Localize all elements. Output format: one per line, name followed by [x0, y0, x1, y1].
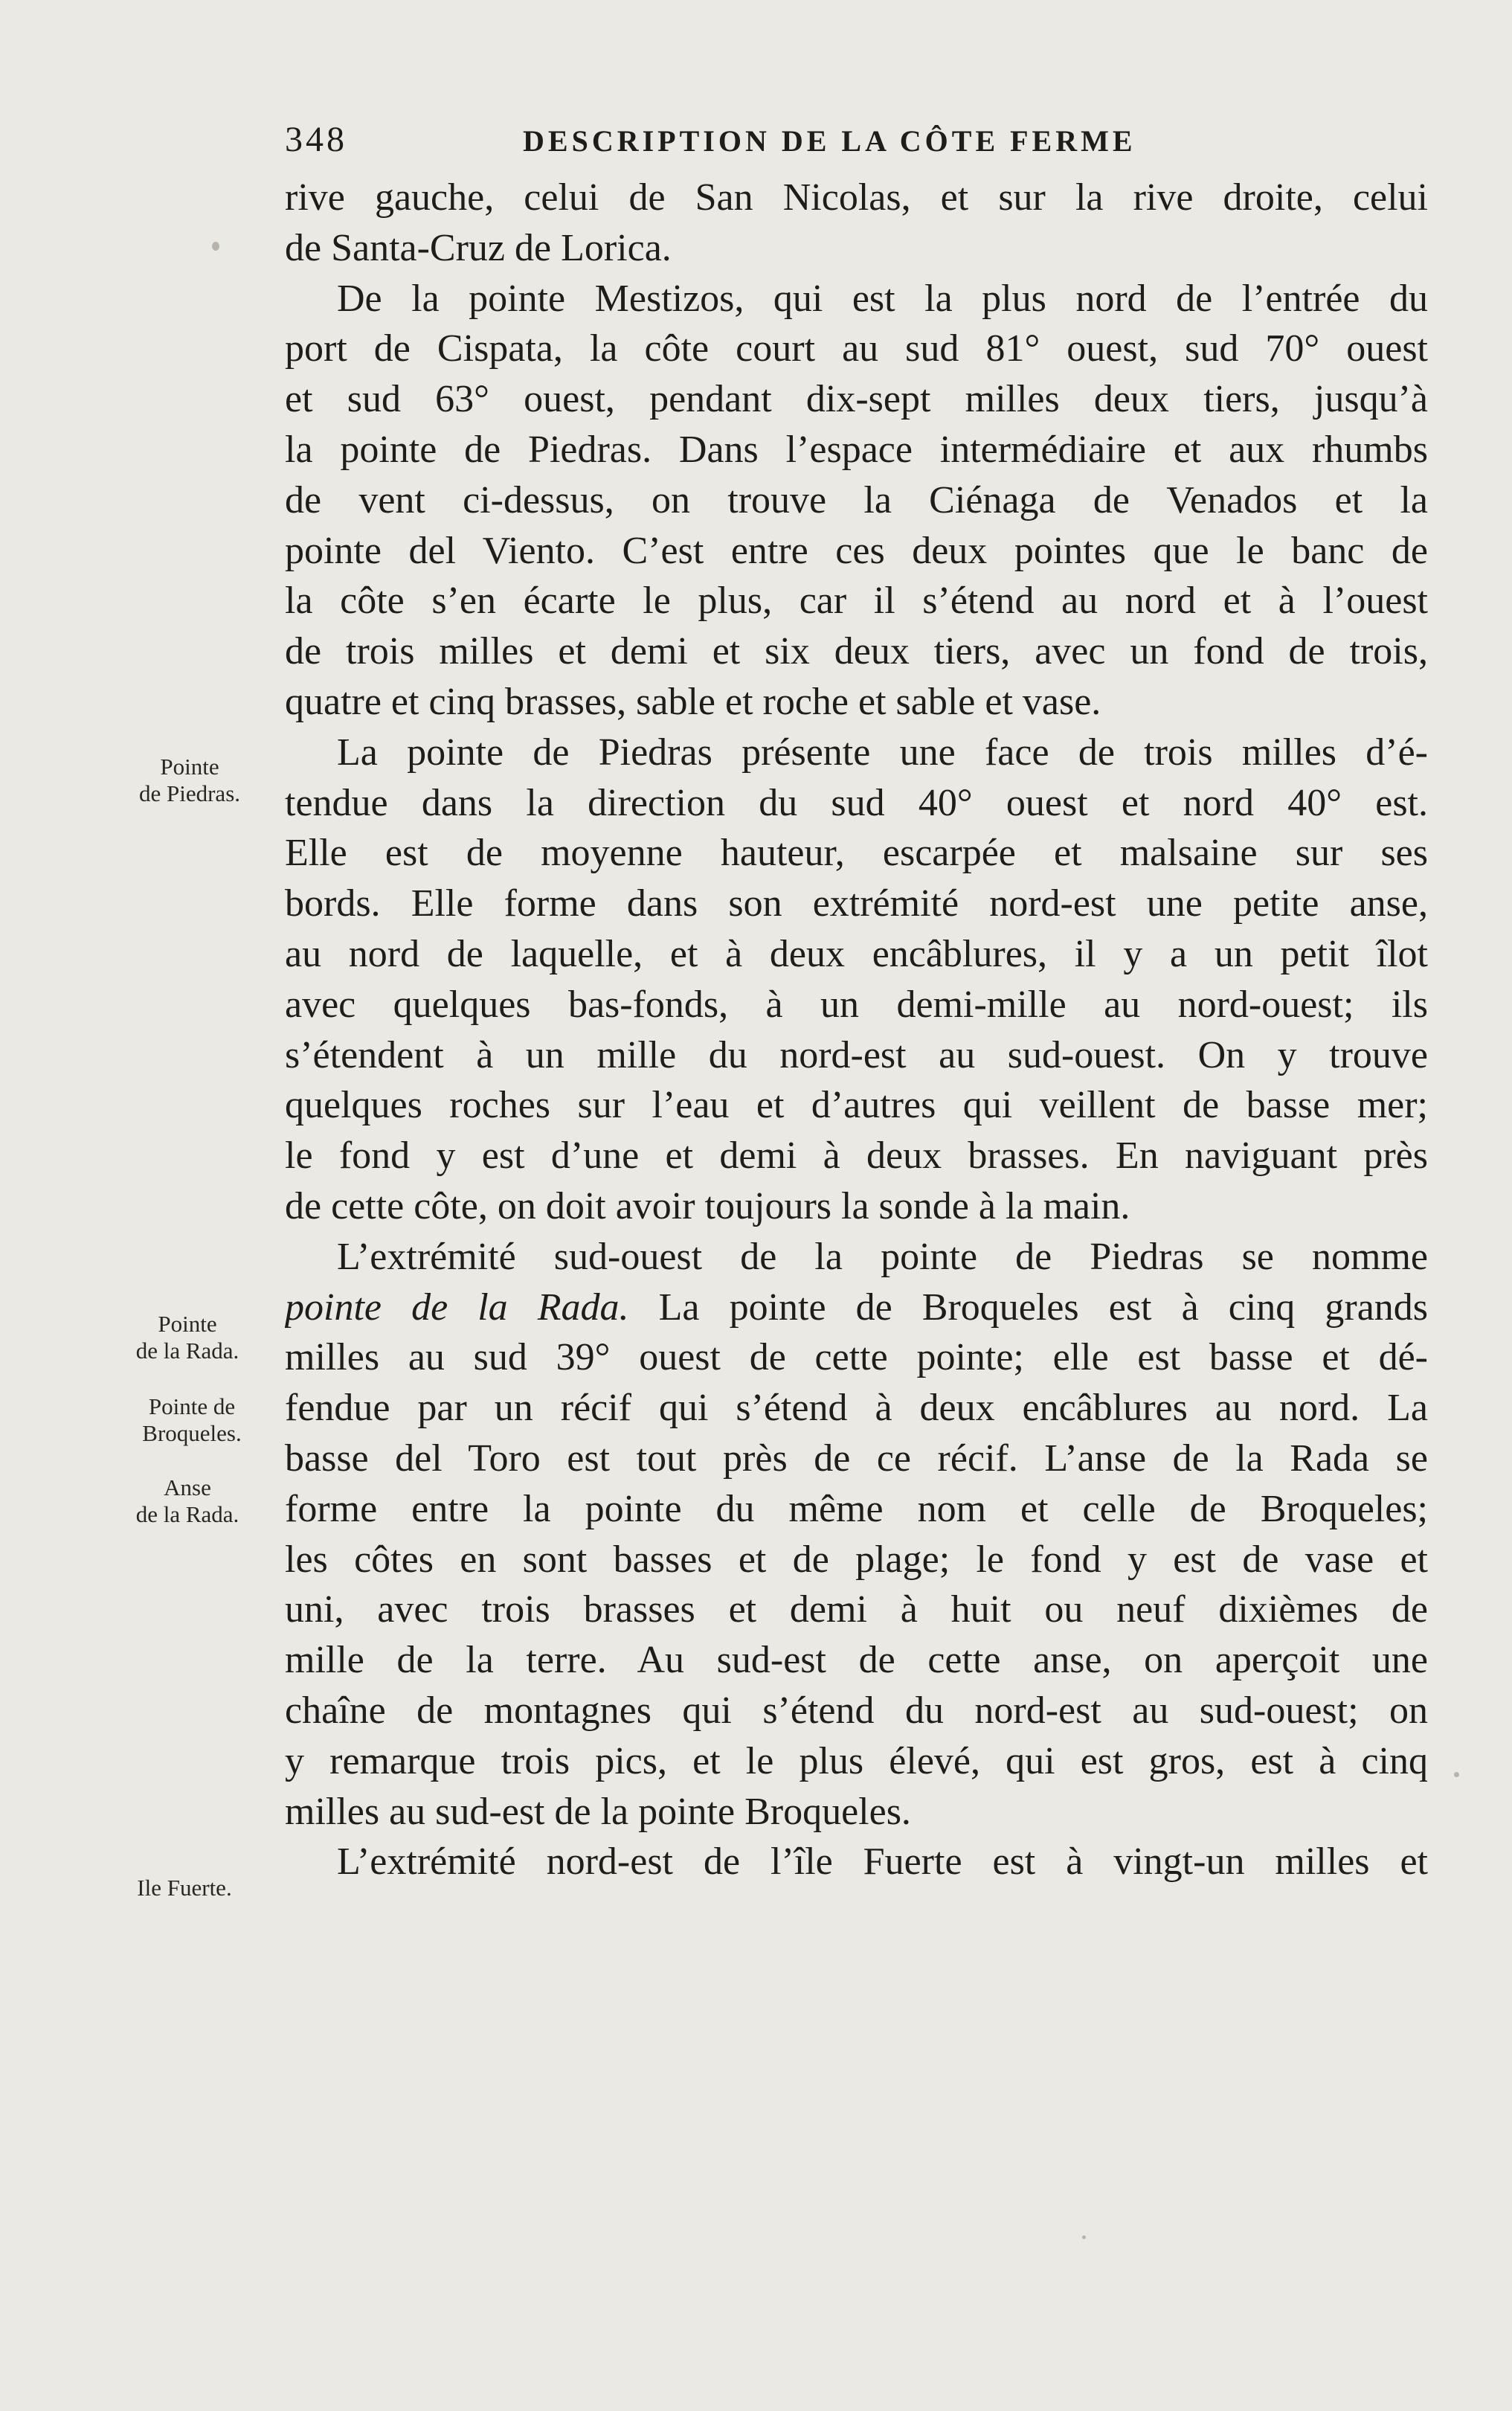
text-line: la pointe de Piedras. Dans l’espace intermédiaire et aux rhumbs [285, 428, 1428, 471]
text-line: De la pointe Mestizos, qui est la plus nord de l’entrée du [337, 277, 1428, 320]
margin-note-line: Pointe de [148, 1393, 236, 1419]
margin-note-line: Anse [164, 1474, 211, 1500]
margin-note-line: Ile Fuerte. [137, 1875, 232, 1901]
text-line: et sud 63° ouest, pendant dix-sept milles deux tiers, jusqu’à [285, 378, 1428, 421]
text-span: La pointe de Broqueles est à cinq grands [628, 1285, 1428, 1329]
text-line: le fond y est d’une et demi à deux brasses. En naviguant près [285, 1134, 1428, 1178]
text-line: s’étendent à un mille du nord-est au sud-ouest. On y trouve [285, 1033, 1428, 1076]
running-title: DESCRIPTION DE LA CÔTE FERME [523, 124, 1136, 158]
text-line: Elle est de moyenne hauteur, escarpée et malsaine sur ses [285, 832, 1428, 875]
text-line: forme entre la pointe du même nom et celle de Broqueles; [285, 1487, 1428, 1530]
text-line: la côte s’en écarte le plus, car il s’étend au nord et à l’ouest [285, 580, 1428, 623]
text-line: y remarque trois pics, et le plus élevé, qui est gros, est à cinq [285, 1739, 1428, 1782]
paper-speck [1454, 1772, 1459, 1777]
text-line: les côtes en sont basses et de plage; le fond y est de vase et [285, 1538, 1428, 1581]
margin-note-pointe-de-broqueles [118, 1393, 266, 1447]
margin-note-line: de la Rada. [135, 1338, 239, 1364]
paper-speck [212, 242, 219, 251]
text-line: de vent ci-dessus, on trouve la Ciénaga de Venados et la [285, 478, 1428, 521]
text-line: basse del Toro est tout près de ce récif. L’anse de la Rada se [285, 1436, 1428, 1480]
text-line: mille de la terre. Au sud-est de cette anse, on aperçoit une [285, 1639, 1428, 1682]
text-line: avec quelques bas-fonds, à un demi-mille au nord-ouest; ils [285, 983, 1428, 1026]
text-line: milles au sud-est de la pointe Broqueles. [285, 1790, 911, 1833]
margin-note-line: de Piedras. [138, 780, 241, 806]
text-line: La pointe de Piedras présente une face de trois milles d’é- [337, 731, 1428, 774]
text-line [285, 1282, 1428, 1333]
text-line: chaîne de montagnes qui s’étend du nord-est au sud-ouest; on [285, 1689, 1428, 1732]
text-line: de trois milles et demi et six deux tiers, avec un fond de trois, [285, 630, 1428, 673]
text-line: de Santa-Cruz de Lorica. [285, 226, 672, 269]
margin-note-line: de la Rada. [135, 1501, 239, 1527]
text-line: L’extrémité nord-est de l’île Fuerte est à vingt-un milles et [337, 1840, 1428, 1884]
text-line: quatre et cinq brasses, sable et roche et sable et vase. [285, 680, 1101, 723]
page-number: 348 [285, 120, 347, 159]
margin-note-pointe-de-la-rada [113, 1311, 262, 1364]
margin-note-anse-de-la-rada [113, 1474, 262, 1528]
text-line: uni, avec trois brasses et demi à huit ou neuf dixièmes de [285, 1588, 1428, 1631]
text-line: fendue par un récif qui s’étend à deux encâblures au nord. La [285, 1387, 1428, 1430]
text-line: de cette côte, on doit avoir toujours la sonde à la main. [285, 1184, 1130, 1227]
margin-note-line: Pointe [158, 1311, 217, 1337]
text-line: L’extrémité sud-ouest de la pointe de Piedras se nomme [337, 1235, 1428, 1278]
text-line: au nord de laquelle, et à deux encâblures, il y a un petit îlot [285, 932, 1428, 975]
text-line: pointe del Viento. C’est entre ces deux pointes que le banc de [285, 529, 1428, 572]
running-head [285, 119, 1428, 164]
body-text [285, 173, 1428, 1887]
text-line: milles au sud 39° ouest de cette pointe; elle est basse et dé- [285, 1336, 1428, 1379]
text-line: tendue dans la direction du sud 40° ouest et nord 40° est. [285, 781, 1428, 824]
text-line: bords. Elle forme dans son extrémité nord-est une petite anse, [285, 882, 1428, 925]
text-line: port de Cispata, la côte court au sud 81° ouest, sud 70° ouest [285, 327, 1428, 370]
italic-term: pointe de la Rada. [285, 1285, 629, 1329]
margin-note-pointe-de-piedras [115, 754, 264, 807]
margin-note-ile-fuerte [110, 1875, 259, 1901]
paper-speck [1082, 2235, 1086, 2239]
margin-note-line: Broqueles. [142, 1420, 242, 1446]
text-line: quelques roches sur l’eau et d’autres qui veillent de basse mer; [285, 1084, 1428, 1127]
text-line: rive gauche, celui de San Nicolas, et sur la rive droite, celui [285, 176, 1428, 219]
margin-note-line: Pointe [160, 754, 219, 780]
